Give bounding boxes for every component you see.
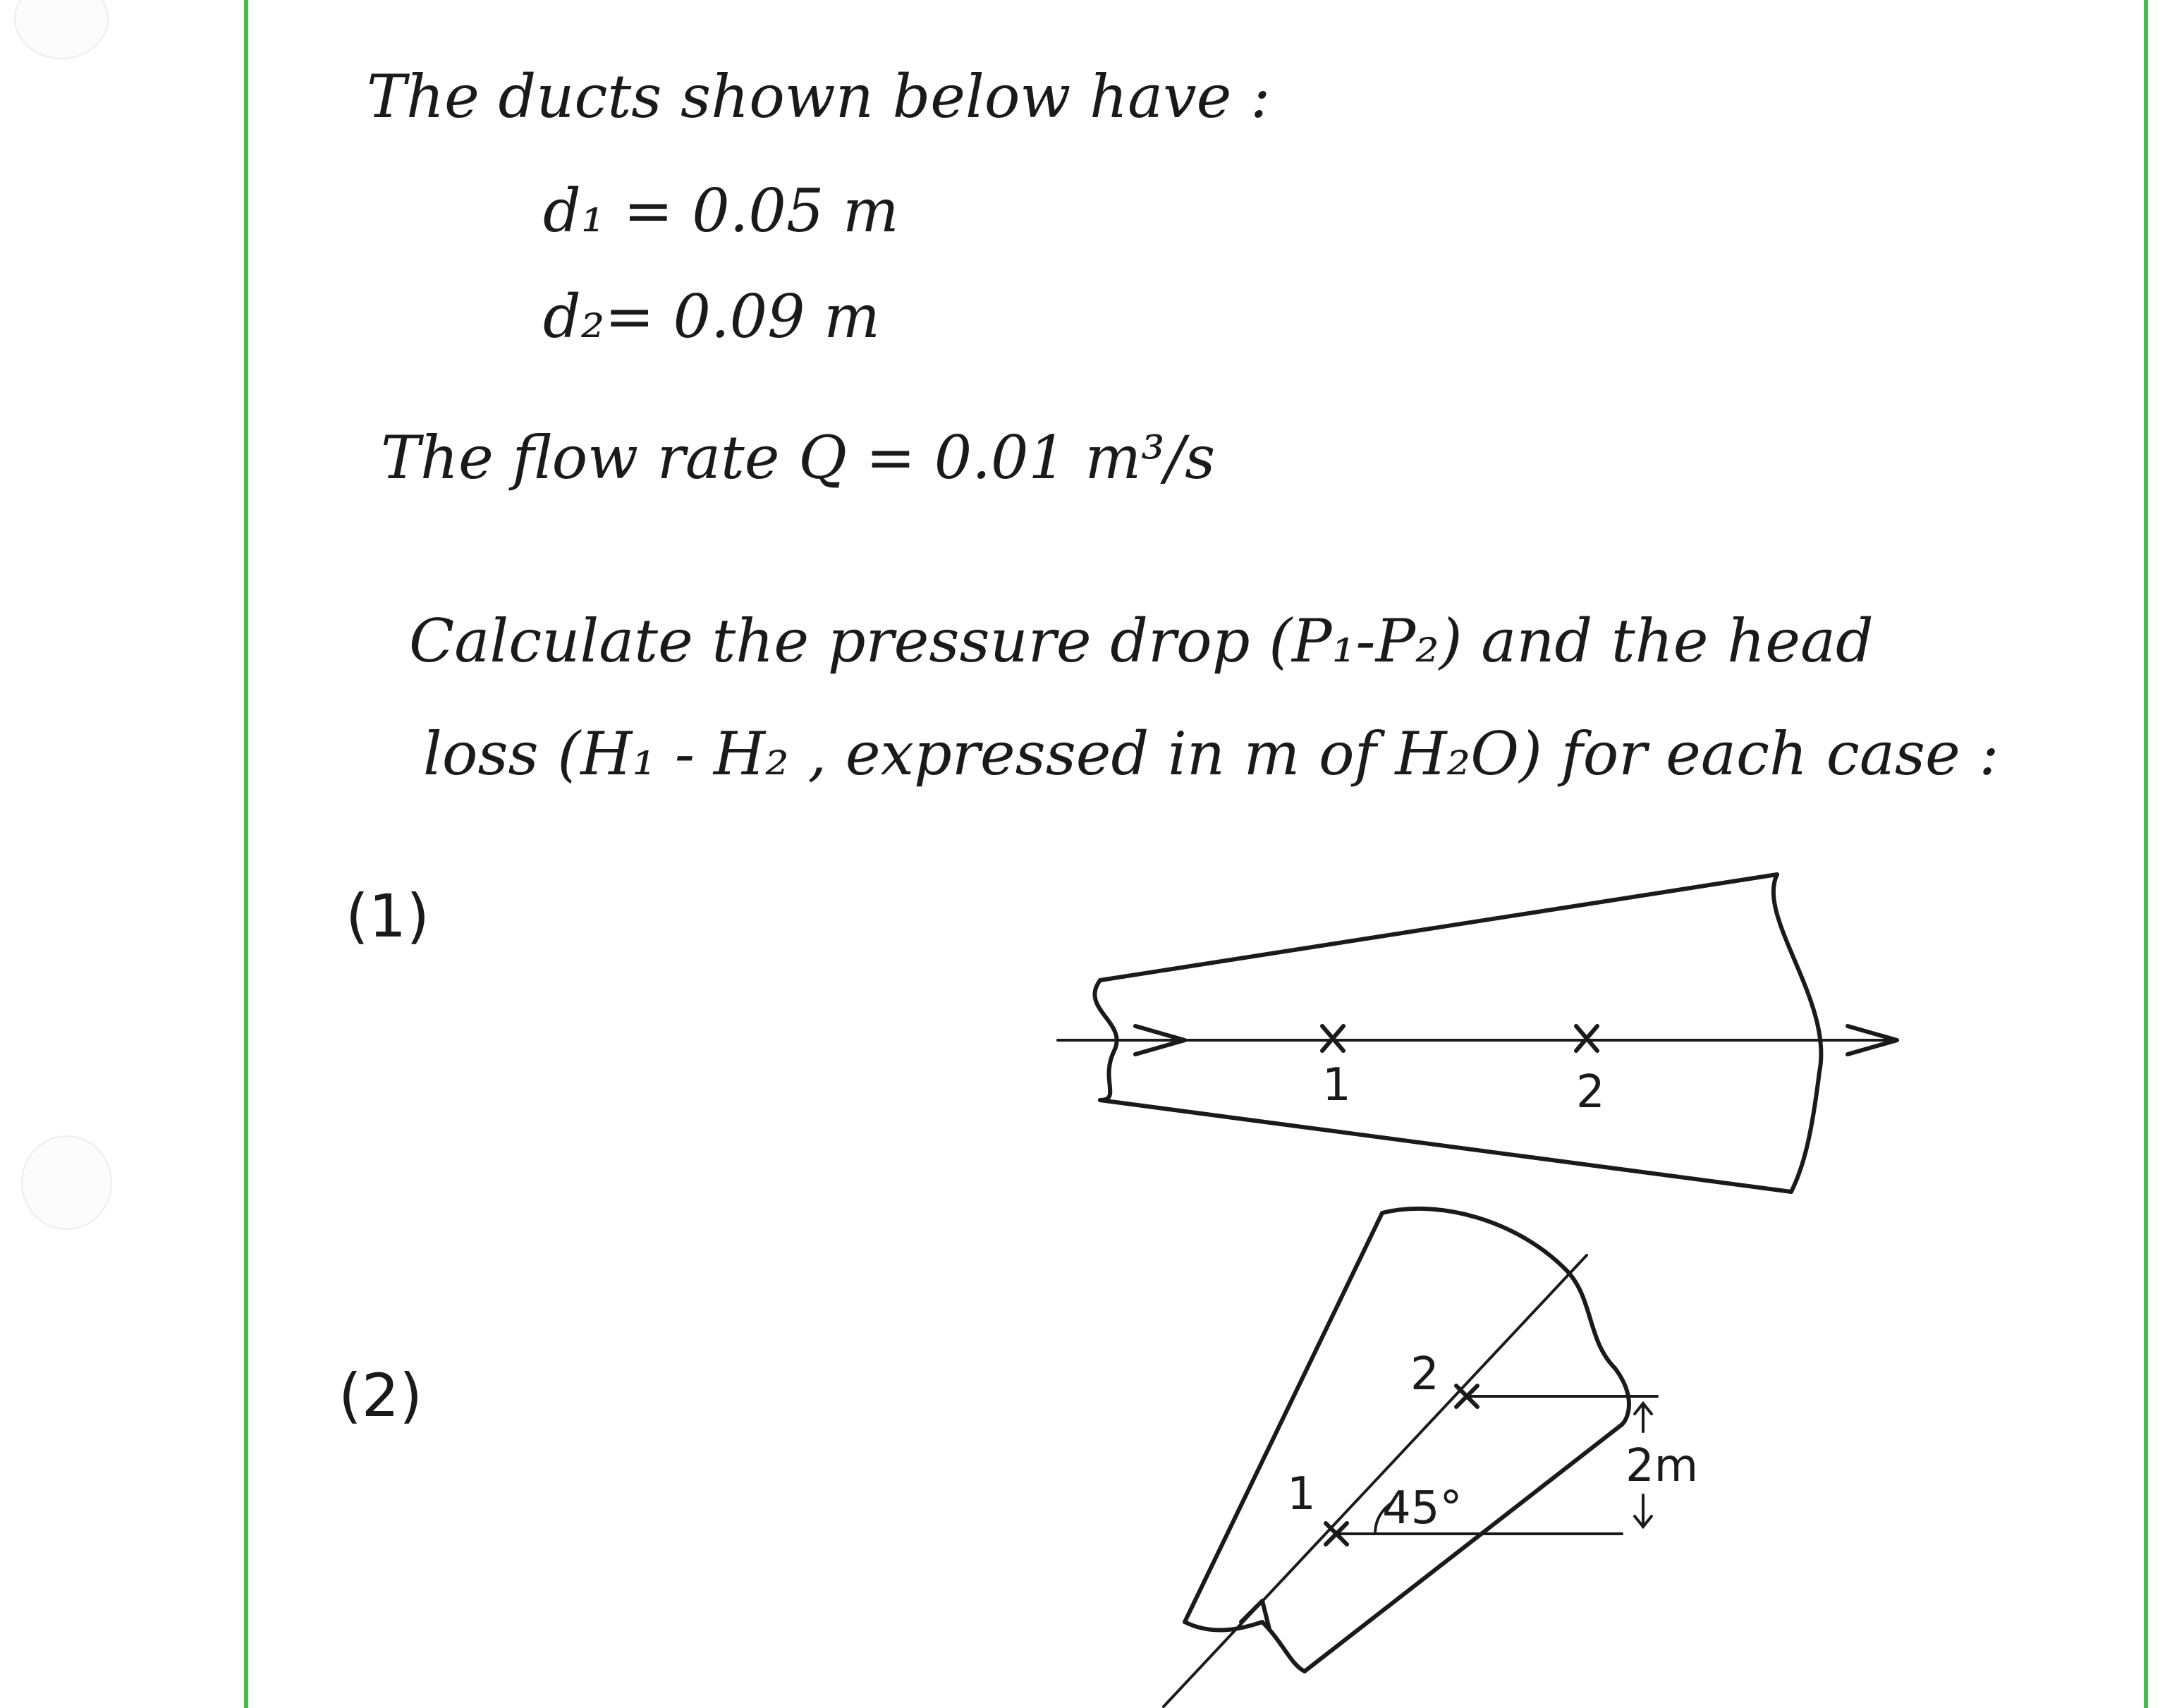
duct-2-left-wall — [1185, 1213, 1382, 1622]
duct-1-outlet-section — [1774, 874, 1822, 1192]
duct-2-point-2-label: 2 — [1410, 1348, 1439, 1401]
duct-1-point-1-marker — [1322, 1026, 1343, 1051]
duct-2-angle-label: 45° — [1382, 1482, 1463, 1535]
duct-2-point-1-label: 1 — [1287, 1468, 1316, 1520]
problem-intro: The ducts shown below have : — [367, 62, 1271, 131]
case-1-label: (1) — [346, 882, 429, 951]
duct-2-right-wall — [1305, 1425, 1622, 1671]
flow-rate: The flow rate Q = 0.01 m³/s — [381, 423, 1216, 492]
duct-1-point-2-marker — [1576, 1026, 1597, 1051]
duct-1-diagram — [1058, 874, 1897, 1192]
duct-2-diagram — [1164, 1209, 1698, 1707]
duct-1-point-1-label: 1 — [1322, 1059, 1351, 1111]
duct-2-height-label: 2m — [1625, 1440, 1699, 1492]
duct-2-centerline — [1164, 1255, 1587, 1707]
diameter-d2: d₂= 0.09 m — [543, 282, 880, 351]
task-line-2: loss (H₁ - H₂ , expressed in m of H₂O) for each case : — [423, 719, 1999, 788]
duct-1-point-2-label: 2 — [1576, 1066, 1605, 1118]
duct-1-bottom-wall — [1100, 1100, 1791, 1192]
case-2-label: (2) — [338, 1361, 422, 1430]
duct-1-top-wall — [1100, 874, 1777, 980]
diameter-d1: d₁ = 0.05 m — [543, 176, 899, 245]
task-line-1: Calculate the pressure drop (P₁-P₂) and the head — [409, 606, 1874, 676]
